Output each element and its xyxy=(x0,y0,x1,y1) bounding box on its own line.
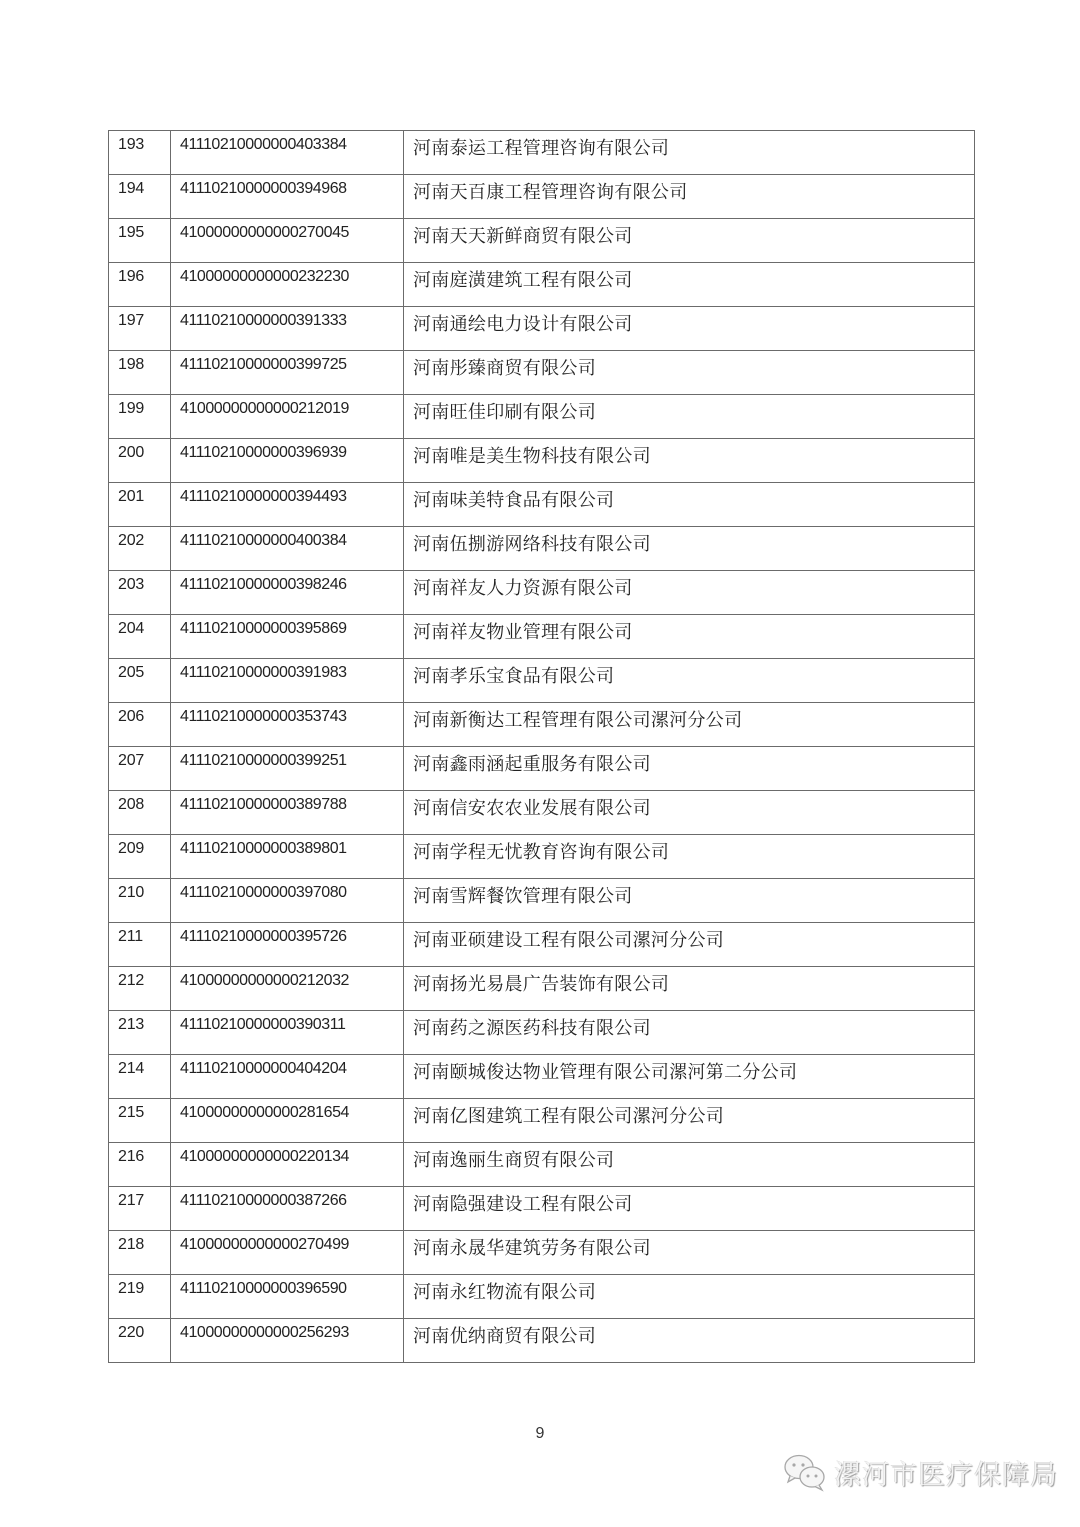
unit-code: 41000000000000232230 xyxy=(171,263,404,307)
row-number: 202 xyxy=(109,527,171,571)
row-number: 209 xyxy=(109,835,171,879)
row-number: 198 xyxy=(109,351,171,395)
table-row xyxy=(109,703,975,747)
table-row xyxy=(109,835,975,879)
page-number: 9 xyxy=(535,1425,545,1442)
company-name: 河南天天新鲜商贸有限公司 xyxy=(404,219,975,263)
unit-code: 41110210000000389788 xyxy=(171,791,404,835)
table-row xyxy=(109,923,975,967)
row-number: 197 xyxy=(109,307,171,351)
row-number: 211 xyxy=(109,923,171,967)
row-number: 199 xyxy=(109,395,171,439)
table-row xyxy=(109,967,975,1011)
unit-code: 41110210000000399725 xyxy=(171,351,404,395)
company-name: 河南孝乐宝食品有限公司 xyxy=(404,659,975,703)
unit-code: 41110210000000399251 xyxy=(171,747,404,791)
table-row xyxy=(109,879,975,923)
row-number: 213 xyxy=(109,1011,171,1055)
company-name: 河南隐强建设工程有限公司 xyxy=(404,1187,975,1231)
unit-code: 41110210000000395726 xyxy=(171,923,404,967)
table-row xyxy=(109,1099,975,1143)
table-row xyxy=(109,351,975,395)
table-row xyxy=(109,307,975,351)
row-number: 219 xyxy=(109,1275,171,1319)
row-number: 194 xyxy=(109,175,171,219)
row-number: 218 xyxy=(109,1231,171,1275)
table-row xyxy=(109,395,975,439)
unit-code: 41110210000000396939 xyxy=(171,439,404,483)
company-name: 河南优纳商贸有限公司 xyxy=(404,1319,975,1363)
table-row xyxy=(109,1055,975,1099)
unit-code: 41110210000000400384 xyxy=(171,527,404,571)
company-name: 河南药之源医药科技有限公司 xyxy=(404,1011,975,1055)
unit-code: 41000000000000270499 xyxy=(171,1231,404,1275)
table-row xyxy=(109,1275,975,1319)
row-number: 205 xyxy=(109,659,171,703)
unit-code: 41110210000000391983 xyxy=(171,659,404,703)
unit-code: 41110210000000394968 xyxy=(171,175,404,219)
company-name: 河南祥友人力资源有限公司 xyxy=(404,571,975,615)
table-row xyxy=(109,175,975,219)
company-name: 河南唯是美生物科技有限公司 xyxy=(404,439,975,483)
unit-code: 41110210000000397080 xyxy=(171,879,404,923)
company-name: 河南味美特食品有限公司 xyxy=(404,483,975,527)
row-number: 201 xyxy=(109,483,171,527)
table-row xyxy=(109,1319,975,1363)
row-number: 212 xyxy=(109,967,171,1011)
table-row xyxy=(109,1187,975,1231)
wechat-icon xyxy=(782,1452,828,1492)
table-row xyxy=(109,263,975,307)
table-row xyxy=(109,1143,975,1187)
company-name: 河南泰运工程管理咨询有限公司 xyxy=(404,131,975,175)
company-name: 河南永晟华建筑劳务有限公司 xyxy=(404,1231,975,1275)
company-name: 河南亿图建筑工程有限公司漯河分公司 xyxy=(404,1099,975,1143)
unit-code: 41110210000000394493 xyxy=(171,483,404,527)
row-number: 215 xyxy=(109,1099,171,1143)
row-number: 200 xyxy=(109,439,171,483)
company-name: 河南鑫雨涵起重服务有限公司 xyxy=(404,747,975,791)
unit-code: 41110210000000389801 xyxy=(171,835,404,879)
company-name: 河南扬光易晨广告装饰有限公司 xyxy=(404,967,975,1011)
unit-code: 41000000000000220134 xyxy=(171,1143,404,1187)
row-number: 206 xyxy=(109,703,171,747)
table-row xyxy=(109,791,975,835)
company-name: 河南伍捌游网络科技有限公司 xyxy=(404,527,975,571)
table-row xyxy=(109,439,975,483)
company-name: 河南彤臻商贸有限公司 xyxy=(404,351,975,395)
company-name: 河南颐城俊达物业管理有限公司漯河第二分公司 xyxy=(404,1055,975,1099)
unit-code: 41000000000000270045 xyxy=(171,219,404,263)
unit-code: 41110210000000403384 xyxy=(171,131,404,175)
row-number: 220 xyxy=(109,1319,171,1363)
row-number: 214 xyxy=(109,1055,171,1099)
unit-code: 41110210000000390311 xyxy=(171,1011,404,1055)
company-table xyxy=(108,130,975,1363)
table-row xyxy=(109,659,975,703)
table-row xyxy=(109,747,975,791)
company-name: 河南亚硕建设工程有限公司漯河分公司 xyxy=(404,923,975,967)
company-name: 河南永红物流有限公司 xyxy=(404,1275,975,1319)
unit-code: 41110210000000387266 xyxy=(171,1187,404,1231)
company-name: 河南雪辉餐饮管理有限公司 xyxy=(404,879,975,923)
table-row xyxy=(109,527,975,571)
table-row xyxy=(109,1231,975,1275)
table-row xyxy=(109,131,975,175)
company-name: 河南通绘电力设计有限公司 xyxy=(404,307,975,351)
company-name: 河南旺佳印刷有限公司 xyxy=(404,395,975,439)
table-row xyxy=(109,1011,975,1055)
row-number: 207 xyxy=(109,747,171,791)
unit-code: 41000000000000256293 xyxy=(171,1319,404,1363)
row-number: 204 xyxy=(109,615,171,659)
watermark-text: 漯河市医疗保障局 xyxy=(834,1459,1058,1491)
company-name: 河南祥友物业管理有限公司 xyxy=(404,615,975,659)
row-number: 210 xyxy=(109,879,171,923)
row-number: 216 xyxy=(109,1143,171,1187)
company-table-body xyxy=(109,131,975,1363)
unit-code: 41000000000000212032 xyxy=(171,967,404,1011)
company-name: 河南信安农农业发展有限公司 xyxy=(404,791,975,835)
company-name: 河南天百康工程管理咨询有限公司 xyxy=(404,175,975,219)
company-name: 河南新衡达工程管理有限公司漯河分公司 xyxy=(404,703,975,747)
unit-code: 41110210000000398246 xyxy=(171,571,404,615)
table-row xyxy=(109,571,975,615)
row-number: 195 xyxy=(109,219,171,263)
company-name: 河南庭潢建筑工程有限公司 xyxy=(404,263,975,307)
unit-code: 41110210000000391333 xyxy=(171,307,404,351)
row-number: 203 xyxy=(109,571,171,615)
table-row xyxy=(109,219,975,263)
unit-code: 41110210000000395869 xyxy=(171,615,404,659)
table-row xyxy=(109,483,975,527)
row-number: 217 xyxy=(109,1187,171,1231)
unit-code: 41000000000000212019 xyxy=(171,395,404,439)
unit-code: 41000000000000281654 xyxy=(171,1099,404,1143)
unit-code: 41110210000000353743 xyxy=(171,703,404,747)
row-number: 208 xyxy=(109,791,171,835)
company-name: 河南学程无忧教育咨询有限公司 xyxy=(404,835,975,879)
row-number: 196 xyxy=(109,263,171,307)
watermark xyxy=(782,1452,1058,1492)
table-row xyxy=(109,615,975,659)
company-name: 河南逸丽生商贸有限公司 xyxy=(404,1143,975,1187)
unit-code: 41110210000000396590 xyxy=(171,1275,404,1319)
row-number: 193 xyxy=(109,131,171,175)
unit-code: 41110210000000404204 xyxy=(171,1055,404,1099)
